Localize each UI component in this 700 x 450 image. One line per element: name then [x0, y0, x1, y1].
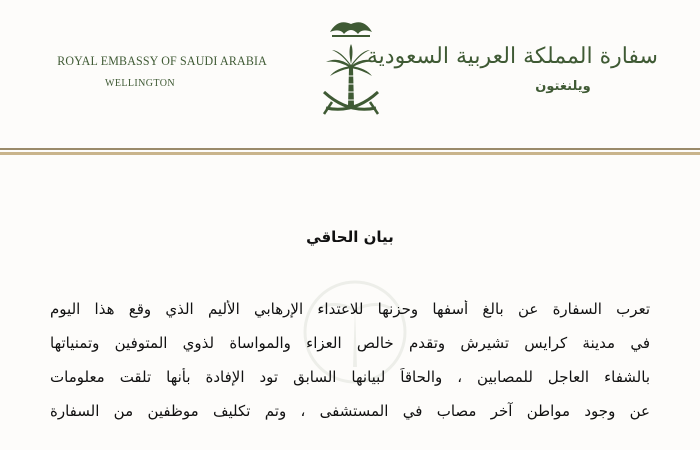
- body-line: عن وجود مواطن آخر مصاب في المستشفى ، وتم تكليف موظفين من السفارة: [50, 402, 650, 420]
- document-title: بيان الحاقي: [306, 228, 394, 246]
- embassy-arabic-city: ويلنغتون: [535, 79, 591, 94]
- embassy-english-city: WELLINGTON: [105, 78, 175, 89]
- letterhead-divider: [0, 148, 700, 150]
- body-line: في مدينة كرايس تشيرش وتقدم خالص العزاء والمواساة لذوي المتوفين وتمنياتها: [50, 334, 650, 352]
- embassy-arabic-name: سفارة المملكة العربية السعودية: [366, 44, 658, 69]
- letterhead: [0, 0, 700, 150]
- embassy-english-name: ROYAL EMBASSY OF SAUDI ARABIA: [57, 53, 268, 68]
- body-line: بالشفاء العاجل للمصابين ، والحاقاً لبيانها السابق تود الإفادة بأنها تلقت معلومات: [50, 368, 650, 386]
- letterhead-divider-shadow: [0, 152, 700, 155]
- saudi-emblem-icon: [318, 10, 384, 130]
- body-line: تعرب السفارة عن بالغ أسفها وحزنها للاعتداء الإرهابي الأليم الذي وقع هذا اليوم: [50, 300, 650, 318]
